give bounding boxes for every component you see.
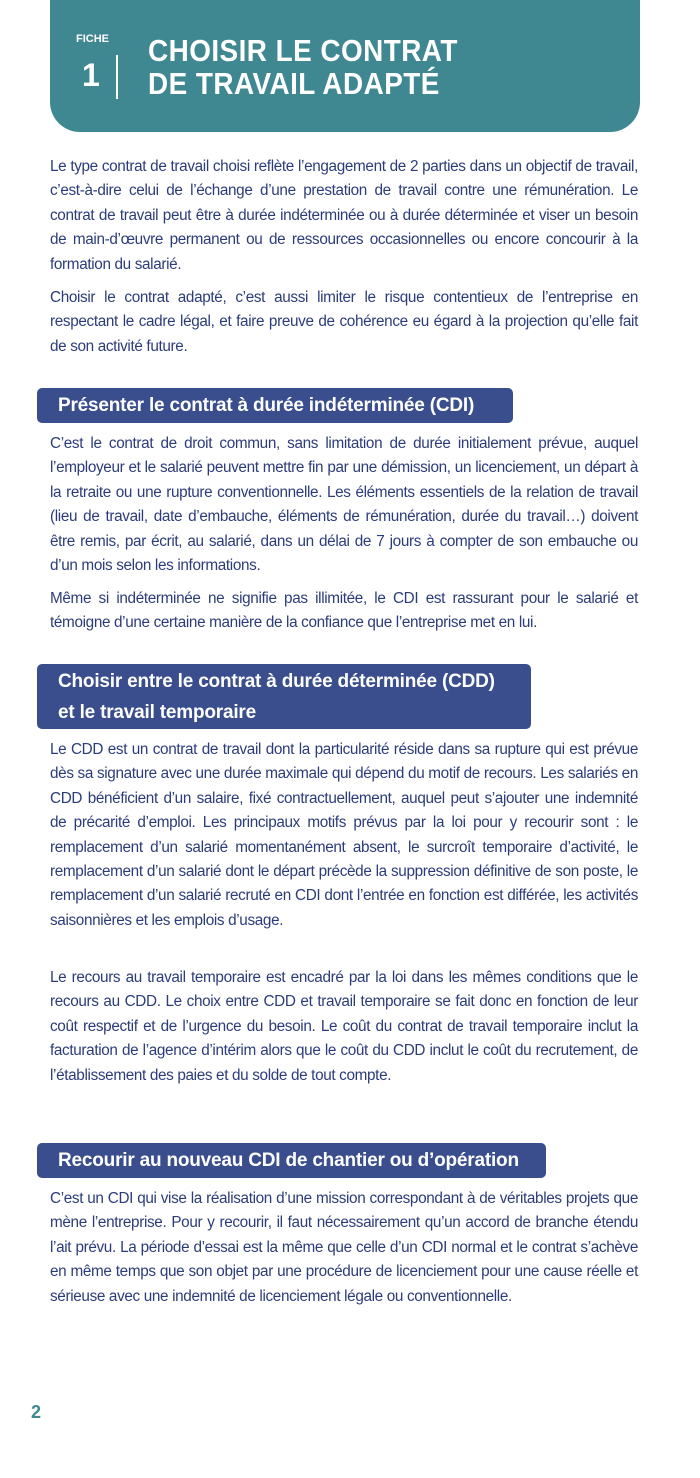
divider (116, 55, 118, 99)
section-paragraph: C’est le contrat de droit commun, sans limitation de durée initialement prévue, auquel l’employeur et le salarié peuvent mettre fin par une démission, un licenciement, un départ à la retraite ou une rupture conventionnelle. Les éléments essentiels de la relation de travail (lieu de travail, date d’embauche, éléments de rémunération, durée du travail…) doivent être remis, par écrit, au salarié, dans un délai de 7 jours à compter de son embauche ou d’un mois selon les informations. (50, 435, 638, 575)
page-title (148, 34, 458, 100)
section-heading-cdi: Présenter le contrat à durée indéterminée (CDI) (37, 388, 513, 423)
section-paragraph: C’est un CDI qui vise la réalisation d’une mission correspondant à de véritables projets que mène l’entreprise. Pour y recourir, il faut nécessairement qu’un accord de branche étendu l’ait prévu. La période d’essai est la même que celle d’un CDI normal et le contrat s’achève en même temps que son objet par une procédure de licenciement pour une cause réelle et sérieuse avec une indemnité de licenciement légale ou conventionnelle. (50, 1190, 638, 1305)
title-banner (50, 0, 640, 132)
fiche-number: 1 (82, 57, 100, 93)
fiche-label: FICHE (76, 33, 109, 45)
section-heading-cdd (37, 664, 531, 729)
title-line-1: CHOISIR LE CONTRAT (148, 33, 458, 68)
section-paragraph: Le CDD est un contrat de travail dont la particularité réside dans sa rupture qui est prévue dès sa signature avec une durée maximale qui dépend du motif de recours. Les salariés en CDD bénéficient d’un salaire, fixé contractuellement, auquel peut s’ajouter une indemnité de précarité d’emploi. Les principaux motifs prévus par la loi pour y recourir sont : le remplacement d’un salarié momentanément absent, le surcroît temporaire d’activité, le remplacement d’un salarié dont le départ précède la suppression définitive de son poste, le remplacement d’un salarié recruté en CDI dont l’entrée en fonction est différée, les activités saisonnières et les emplois d’usage. (50, 741, 638, 929)
heading-line-2: et le travail temporaire (58, 702, 256, 723)
intro-paragraph: Le type contrat de travail choisi reflète l’engagement de 2 parties dans un objectif de travail, c’est-à-dire celui de l’échange d’une prestation de travail contre une rémunération. Le contrat de travail peut être à durée indéterminée ou à durée déterminée et viser un besoin de main-d’œuvre permanent ou de ressources occasionnelles ou encore concourir à la formation du salarié. (50, 158, 638, 273)
title-line-2: DE TRAVAIL ADAPTÉ (148, 66, 440, 101)
section-paragraph: Le recours au travail temporaire est encadré par la loi dans les mêmes conditions que le recours au CDD. Le choix entre CDD et travail temporaire se fait donc en fonction de leur coût respectif et de l’urgence du besoin. Le coût du contrat de travail temporaire inclut la facturation de l’agence d’intérim alors que le coût du CDD inclut le coût du recrutement, de l’établissement des paies et du solde de tout compte. (50, 969, 638, 1084)
heading-line-1: Choisir entre le contrat à durée déterminée (CDD) (58, 671, 495, 692)
section-paragraph: Même si indéterminée ne signifie pas illimitée, le CDI est rassurant pour le salarié et témoigne d’une certaine manière de la confiance que l’entreprise met en lui. (50, 590, 638, 632)
page-number: 2 (31, 1402, 42, 1422)
intro-paragraph: Choisir le contrat adapté, c’est aussi limiter le risque contentieux de l’entreprise en respectant le cadre légal, et faire preuve de cohérence eu égard à la projection qu’elle fait de son activité future. (50, 289, 638, 355)
section-heading-chantier: Recourir au nouveau CDI de chantier ou d’opération (37, 1143, 546, 1178)
